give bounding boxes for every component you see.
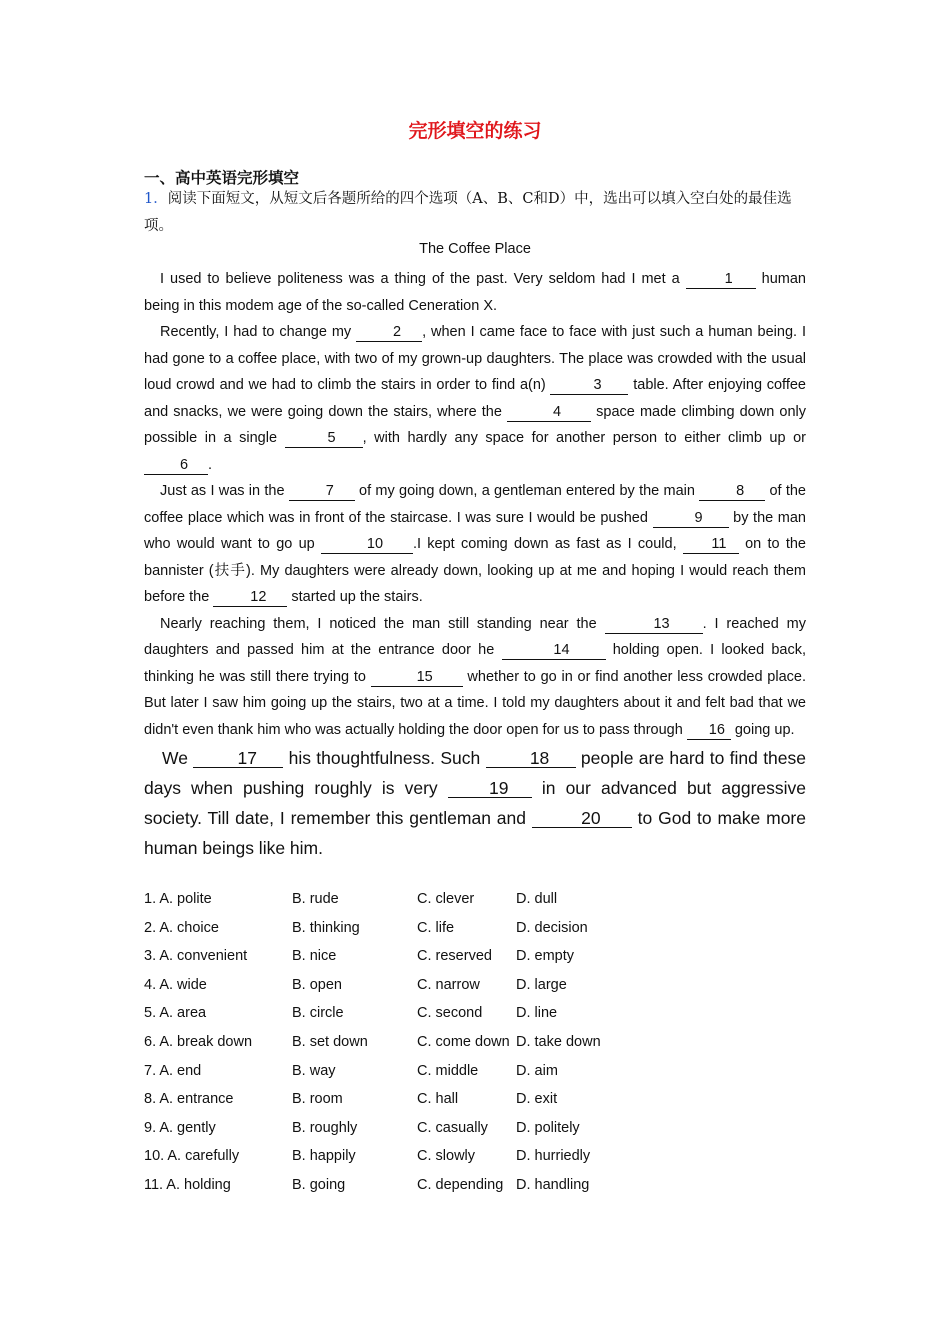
option-a: 3. A. convenient [144, 948, 248, 965]
option-d: D. hurriedly [516, 1148, 591, 1165]
bannister-cn: 扶手 [213, 562, 246, 579]
blank-1: 1 [686, 271, 756, 289]
option-row [144, 1005, 626, 1034]
option-d: D. empty [516, 948, 575, 965]
option-b: B. circle [292, 1005, 344, 1022]
blank-6: 6 [144, 457, 208, 475]
option-a: 9. A. gently [144, 1119, 216, 1136]
option-b: B. way [292, 1062, 336, 1079]
option-c: C. casually [417, 1119, 488, 1136]
option-c: C. reserved [417, 948, 492, 965]
option-c: C. depending [417, 1176, 504, 1193]
question-instruction [144, 186, 806, 239]
option-c: C. second [417, 1005, 483, 1022]
option-d: D. aim [516, 1062, 558, 1079]
blank-19: 19 [448, 780, 532, 798]
passage-title: The Coffee Place [419, 241, 531, 257]
option-a: 11. A. holding [144, 1176, 231, 1193]
question-number: 1． [144, 191, 168, 207]
option-row [144, 1063, 626, 1092]
blank-18: 18 [486, 750, 576, 768]
option-b: B. happily [292, 1148, 356, 1165]
instruction-text: 阅读下面短文，从短文后各题所给的四个选项（A、B、C和D）中，选出可以填入空白处的最佳选项。 [144, 191, 792, 234]
blank-15: 15 [371, 669, 463, 687]
blank-4: 4 [507, 404, 591, 422]
option-row [144, 977, 626, 1006]
option-c: C. life [417, 919, 455, 936]
paragraph: Just as I was in the 7 of my going down, a gentleman entered by the main 8 of the coffee place which was in front of the staircase. I was sure I would be pushed 9 by the man who would want to go up 10 .I kept coming down as fast as I could, 11 on to the bannister (扶手). My daughters were already down, looking up at me and hoping I would reach them before the 12 started up the stairs. [144, 483, 806, 605]
option-b: B. going [292, 1176, 346, 1193]
blank-5: 5 [285, 430, 363, 448]
blank-2: 2 [356, 324, 422, 342]
blank-10: 10 [321, 536, 413, 554]
option-d: D. exit [516, 1091, 558, 1108]
options-list [144, 891, 626, 1206]
option-b: B. roughly [292, 1119, 358, 1136]
blank-17: 17 [193, 750, 283, 768]
option-a: 5. A. area [144, 1005, 207, 1022]
option-row [144, 1034, 626, 1063]
option-row [144, 920, 626, 949]
blank-11: 11 [683, 536, 739, 554]
option-c: C. hall [417, 1091, 459, 1108]
option-b: B. room [292, 1091, 343, 1108]
blank-16: 16 [687, 722, 731, 740]
option-b: B. set down [292, 1033, 368, 1050]
blank-9: 9 [653, 510, 729, 528]
blank-20: 20 [532, 810, 632, 828]
blank-8: 8 [699, 483, 765, 501]
blank-3: 3 [550, 377, 628, 395]
option-row [144, 1091, 626, 1120]
option-a: 1. A. polite [144, 891, 212, 907]
option-a: 6. A. break down [144, 1033, 253, 1050]
blank-7: 7 [289, 483, 355, 501]
option-b: B. rude [292, 891, 339, 907]
option-d: D. large [516, 976, 567, 993]
option-row [144, 948, 626, 977]
page-title: 完形填空的练习 [408, 120, 542, 142]
option-c: C. come down [417, 1033, 510, 1050]
paragraph: We 17 his thoughtfulness. Such 18 people are hard to find these days when pushing roughly is very 19 in our advanced but aggressive society. Till date, I remember this gentleman and 20 to God to make more human beings like him. [144, 748, 807, 858]
option-b: B. nice [292, 948, 337, 965]
option-d: D. line [516, 1005, 558, 1022]
option-row [144, 1177, 626, 1206]
option-d: D. handling [516, 1176, 590, 1193]
option-d: D. take down [516, 1033, 601, 1050]
paragraph: I used to believe politeness was a thing of the past. Very seldom had I met a 1 human being in this modem age of the so-called Ceneration X. [144, 271, 806, 314]
option-d: D. dull [516, 891, 558, 907]
option-row [144, 1148, 626, 1177]
option-row [144, 891, 626, 920]
option-b: B. thinking [292, 919, 360, 936]
option-b: B. open [292, 976, 342, 993]
option-a: 8. A. entrance [144, 1091, 234, 1108]
blank-12: 12 [213, 589, 287, 607]
section-heading: 一、高中英语完形填空 [144, 169, 300, 187]
option-c: C. slowly [417, 1148, 476, 1165]
option-c: C. clever [417, 891, 475, 907]
option-a: 7. A. end [144, 1062, 202, 1079]
option-c: C. narrow [417, 976, 480, 993]
option-d: D. decision [516, 919, 588, 936]
option-row [144, 1120, 626, 1149]
option-a: 4. A. wide [144, 976, 207, 993]
passage-body [144, 266, 806, 863]
option-a: 10. A. carefully [144, 1148, 240, 1165]
paragraph: Recently, I had to change my 2 , when I came face to face with just such a human being. I had gone to a coffee place, with two of my grown-up daughters. The place was crowded with the usual loud crowd and we had to climb the stairs in order to find a(n) 3 table. After enjoying coffee and snacks, we were going down the stairs, where the 4 space made climbing down only possible in a single 5 , with hardly any space for another person to either climb up or 6 . [144, 324, 806, 473]
option-a: 2. A. choice [144, 919, 219, 936]
blank-13: 13 [605, 616, 703, 634]
paragraph: Nearly reaching them, I noticed the man still standing near the 13 . I reached my daughters and passed him at the entrance door he 14 holding open. I looked back, thinking he was still there trying to 15 whether to go in or find another less crowded place. But later I saw him going up the stairs, two at a time. I told my daughters about it and felt bad that we didn't even thank him who was actually holding the door open for us to pass through 16 going up. [144, 615, 806, 738]
option-c: C. middle [417, 1062, 479, 1079]
blank-14: 14 [502, 642, 606, 660]
option-d: D. politely [516, 1119, 580, 1136]
